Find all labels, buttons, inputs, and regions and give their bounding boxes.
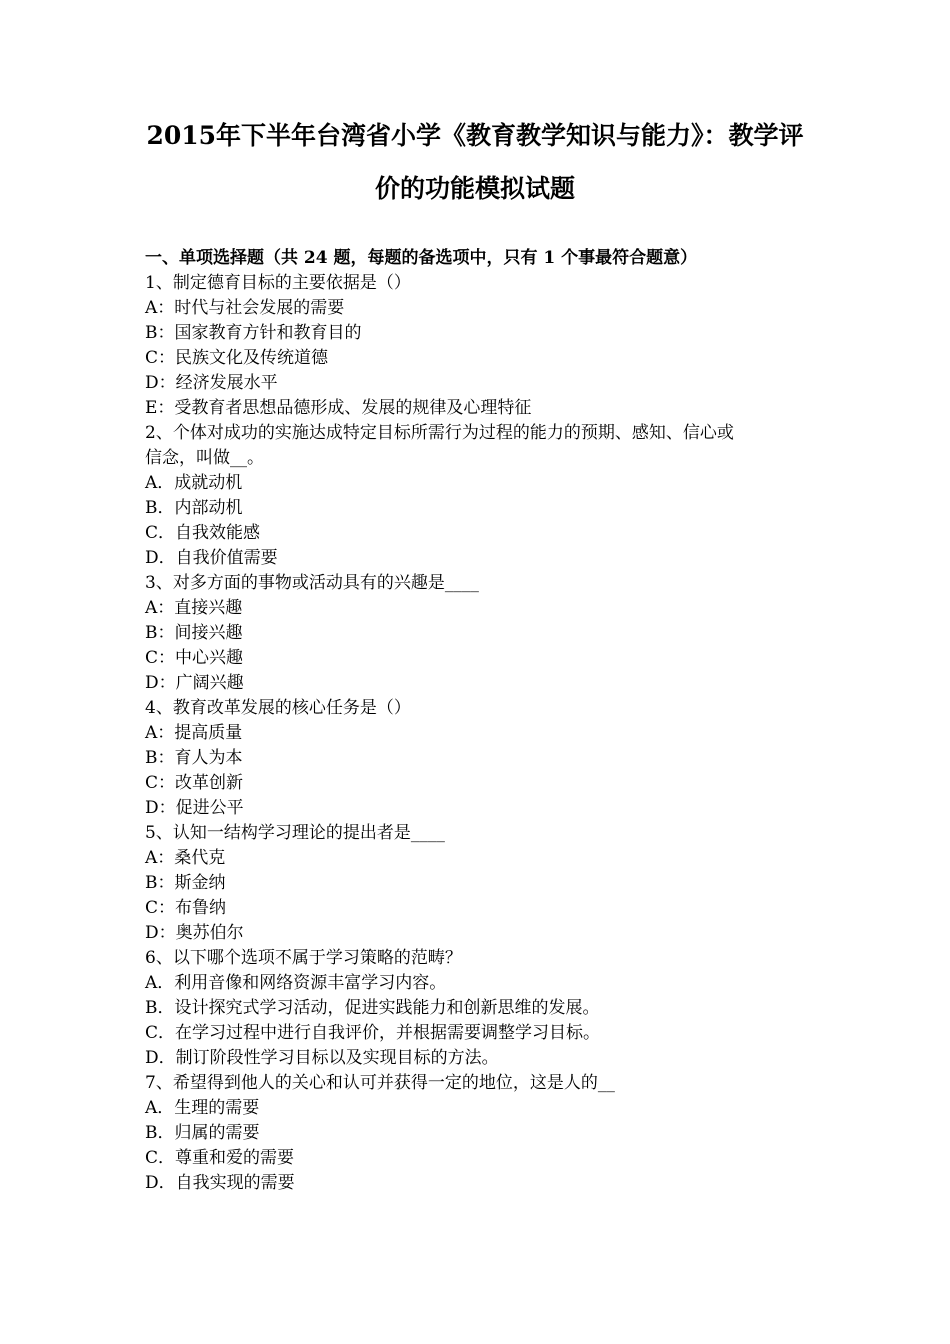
question-option: A：时代与社会发展的需要 — [145, 298, 345, 318]
question-option: A：直接兴趣 — [145, 598, 243, 618]
question-option: C．在学习过程中进行自我评价，并根据需要调整学习目标。 — [145, 1023, 601, 1043]
question-option: D．自我价值需要 — [145, 548, 278, 568]
document-body — [145, 246, 825, 1196]
question-stem: 7、希望得到他人的关心和认可并获得一定的地位，这是人的__ — [145, 1073, 615, 1093]
question-option: B：育人为本 — [145, 748, 243, 768]
question-6 — [145, 946, 825, 1071]
question-stem: 3、对多方面的事物或活动具有的兴趣是____ — [145, 573, 479, 593]
document-title-line-1: 2015年下半年台湾省小学《教育教学知识与能力》：教学评 — [146, 121, 804, 150]
question-option: B：斯金纳 — [145, 873, 226, 893]
question-option: D：广阔兴趣 — [145, 673, 244, 693]
question-option: C：中心兴趣 — [145, 648, 244, 668]
question-option: E：受教育者思想品德形成、发展的规律及心理特征 — [145, 398, 532, 418]
question-7 — [145, 1071, 825, 1196]
question-option: A．成就动机 — [145, 473, 243, 493]
question-option: A：提高质量 — [145, 723, 243, 743]
question-1 — [145, 271, 825, 421]
question-option: C：布鲁纳 — [145, 898, 227, 918]
question-option: D．自我实现的需要 — [145, 1173, 295, 1193]
question-option: B．设计探究式学习活动，促进实践能力和创新思维的发展。 — [145, 998, 600, 1018]
question-stem: 1、制定德育目标的主要依据是（） — [145, 273, 411, 293]
question-option: D：奥苏伯尔 — [145, 923, 244, 943]
question-2 — [145, 421, 825, 571]
question-option: D．制订阶段性学习目标以及实现目标的方法。 — [145, 1048, 499, 1068]
question-stem: 5、认知一结构学习理论的提出者是____ — [145, 823, 445, 843]
question-option: D：经济发展水平 — [145, 373, 278, 393]
question-option: B：间接兴趣 — [145, 623, 243, 643]
question-option: B：国家教育方针和教育目的 — [145, 323, 362, 343]
question-stem: 4、教育改革发展的核心任务是（） — [145, 698, 411, 718]
question-option: C．尊重和爱的需要 — [145, 1148, 295, 1168]
question-5 — [145, 821, 825, 946]
question-4 — [145, 696, 825, 821]
question-option: C：民族文化及传统道德 — [145, 348, 329, 368]
question-option: A：桑代克 — [145, 848, 226, 868]
document-title-line-2: 价的功能模拟试题 — [374, 174, 575, 203]
question-stem-continued: 信念，叫做__。 — [145, 448, 264, 468]
question-option: A．利用音像和网络资源丰富学习内容。 — [145, 973, 447, 993]
question-stem: 2、个体对成功的实施达成特定目标所需行为过程的能力的预期、感知、信心或 — [145, 423, 734, 443]
question-option: C．自我效能感 — [145, 523, 261, 543]
question-option: D：促进公平 — [145, 798, 244, 818]
question-3 — [145, 571, 825, 696]
question-stem: 6、以下哪个选项不属于学习策略的范畴？ — [145, 948, 462, 968]
question-option: C：改革创新 — [145, 773, 244, 793]
section-heading: 一、单项选择题（共 24 题，每题的备选项中，只有 1 个事最符合题意） — [145, 248, 698, 268]
question-option: B．内部动机 — [145, 498, 243, 518]
question-option: B．归属的需要 — [145, 1123, 260, 1143]
question-option: A．生理的需要 — [145, 1098, 260, 1118]
